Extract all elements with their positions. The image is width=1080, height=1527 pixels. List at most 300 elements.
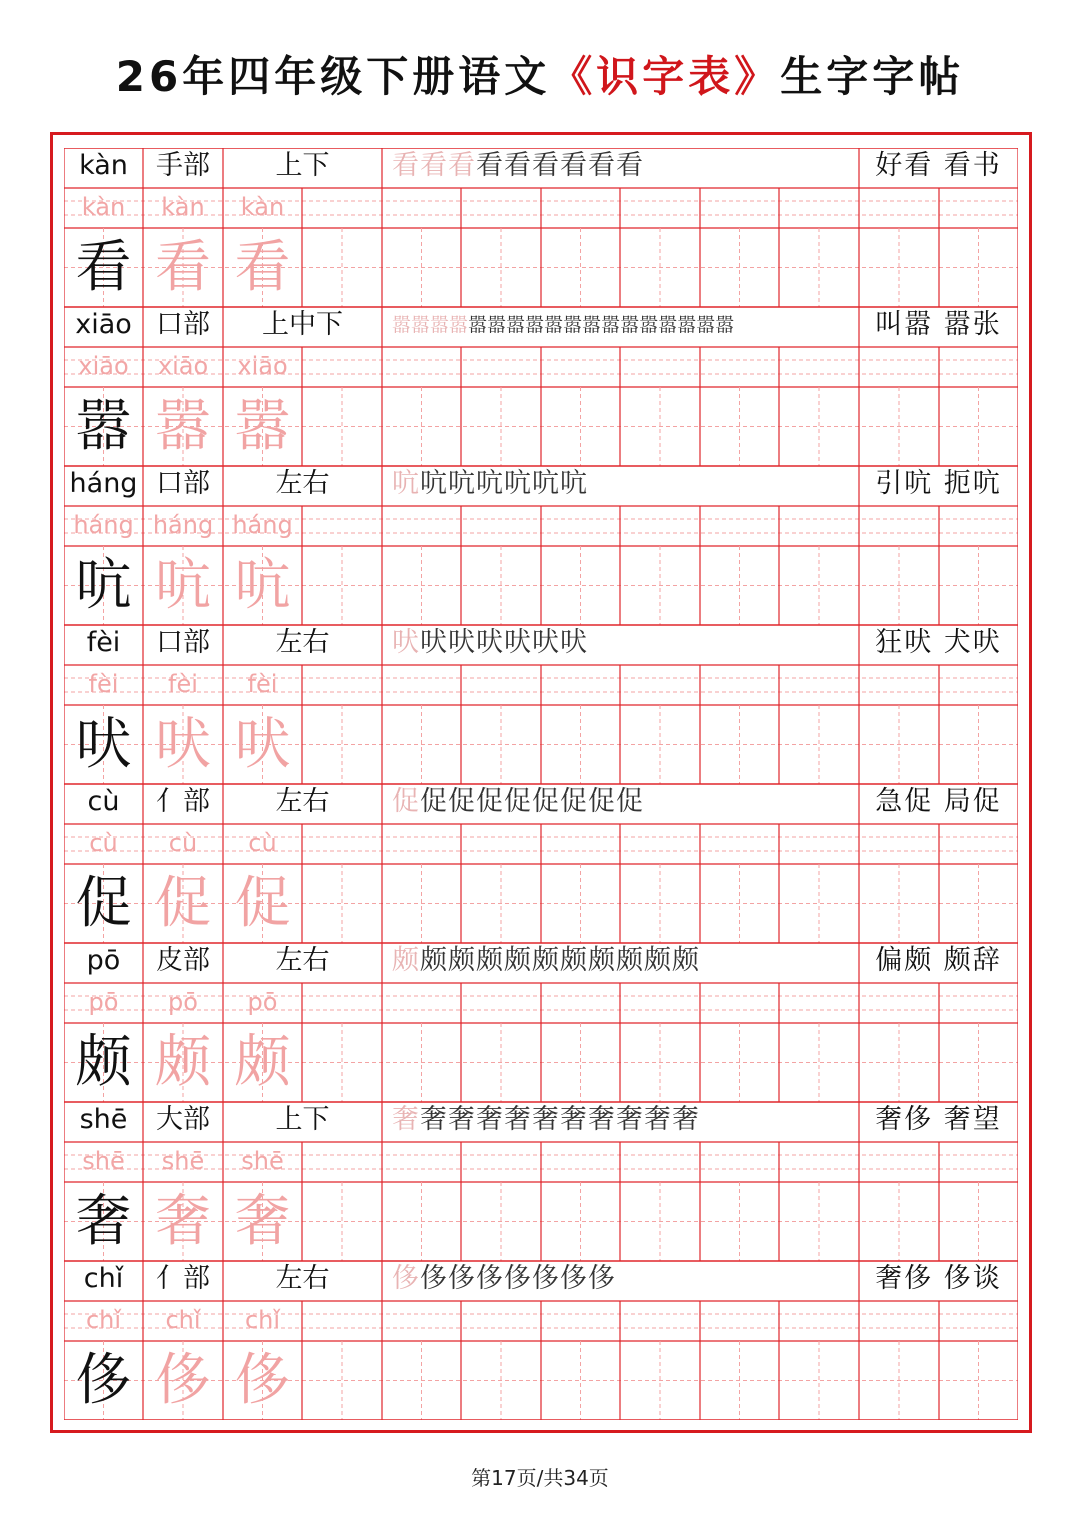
character-practice-row <box>64 546 1018 625</box>
pinyin-blank-cell <box>700 1142 779 1182</box>
stroke-step: 侈 <box>420 1263 448 1294</box>
pinyin-blank-cell <box>700 188 779 228</box>
trace-character: 嚣 <box>155 394 211 459</box>
stroke-order <box>382 625 859 665</box>
stroke-step: 嚣 <box>525 314 545 336</box>
character-blank-cell <box>541 705 620 784</box>
pinyin-trace: pō <box>88 988 119 1016</box>
character-blank-cell <box>541 387 620 466</box>
stroke-step: 奢 <box>532 1104 560 1135</box>
pinyin-trace: kàn <box>240 193 285 221</box>
character-practice-row <box>64 228 1018 307</box>
pinyin-blank-cell <box>461 1301 541 1341</box>
pinyin-blank-cell <box>859 824 939 864</box>
radical-label: 亻部 <box>156 786 210 817</box>
character-practice-row <box>64 1182 1018 1261</box>
character-blank-cell <box>939 705 1018 784</box>
pinyin-trace: kàn <box>161 193 205 221</box>
pinyin-blank-cell <box>541 506 620 546</box>
radical-label: 口部 <box>156 627 210 658</box>
info-row <box>64 943 1018 983</box>
stroke-step: 颇 <box>672 945 700 976</box>
stroke-step: 嚣 <box>658 314 678 336</box>
pinyin-blank-cell <box>302 824 382 864</box>
character-blank-cell <box>461 546 541 625</box>
structure-label: 左右 <box>275 945 330 976</box>
character-entry <box>64 1102 1018 1261</box>
character-blank-cell <box>620 705 700 784</box>
character-blank-cell <box>302 1341 382 1420</box>
character-blank-cell <box>939 864 1018 943</box>
pinyin-blank-cell <box>939 824 1018 864</box>
pinyin-trace: fèi <box>88 670 119 698</box>
character-blank-cell <box>302 1182 382 1261</box>
stroke-step: 奢 <box>392 1104 420 1135</box>
pinyin-blank-cell <box>461 188 541 228</box>
model-character: 促 <box>75 871 132 936</box>
stroke-step: 嚣 <box>677 314 697 336</box>
character-blank-cell <box>541 546 620 625</box>
stroke-step: 奢 <box>448 1104 476 1135</box>
model-character: 嚣 <box>75 394 132 459</box>
pinyin-blank-cell <box>939 665 1018 705</box>
structure-label: 上中下 <box>262 309 343 340</box>
character-blank-cell <box>859 1341 939 1420</box>
stroke-step: 颇 <box>476 945 504 976</box>
stroke-step: 看 <box>504 150 532 181</box>
pinyin-trace: pō <box>247 988 278 1016</box>
pinyin-blank-cell <box>541 983 620 1023</box>
stroke-order <box>382 1261 859 1301</box>
pinyin-blank-cell <box>700 824 779 864</box>
pinyin-blank-cell <box>541 1301 620 1341</box>
pinyin-blank-cell <box>382 1142 461 1182</box>
pinyin-blank-cell <box>700 983 779 1023</box>
character-blank-cell <box>541 1023 620 1102</box>
example-words: 狂吠 犬吠 <box>875 627 1002 658</box>
character-blank-cell <box>620 864 700 943</box>
pinyin-blank-cell <box>859 1142 939 1182</box>
info-row <box>64 625 1018 665</box>
pinyin-trace: háng <box>152 511 214 539</box>
character-blank-cell <box>779 864 859 943</box>
character-blank-cell <box>382 1341 461 1420</box>
character-blank-cell <box>700 705 779 784</box>
pinyin-blank-cell <box>461 665 541 705</box>
character-blank-cell <box>620 1341 700 1420</box>
pinyin-label: kàn <box>79 150 128 181</box>
stroke-step: 吭 <box>420 468 448 499</box>
stroke-step: 奢 <box>504 1104 532 1135</box>
character-entry <box>64 307 1018 466</box>
pinyin-blank-cell <box>302 665 382 705</box>
trace-character: 吠 <box>155 712 211 777</box>
pinyin-blank-cell <box>382 1301 461 1341</box>
pinyin-blank-cell <box>779 983 859 1023</box>
pinyin-label: xiāo <box>75 309 132 340</box>
trace-character: 促 <box>234 871 291 936</box>
stroke-step: 嚣 <box>449 314 469 336</box>
stroke-step: 吠 <box>476 627 504 658</box>
stroke-step: 嚣 <box>544 314 564 336</box>
stroke-step: 吭 <box>504 468 532 499</box>
stroke-step: 嚣 <box>392 314 412 336</box>
character-blank-cell <box>302 387 382 466</box>
character-blank-cell <box>700 864 779 943</box>
stroke-step: 侈 <box>392 1263 420 1294</box>
character-blank-cell <box>779 228 859 307</box>
character-blank-cell <box>541 1341 620 1420</box>
trace-character: 奢 <box>234 1189 291 1254</box>
model-character: 侈 <box>75 1348 132 1413</box>
trace-character: 吭 <box>234 553 291 618</box>
trace-character: 颇 <box>155 1030 211 1095</box>
character-blank-cell <box>302 1023 382 1102</box>
character-blank-cell <box>859 228 939 307</box>
character-blank-cell <box>461 1182 541 1261</box>
pinyin-trace: shē <box>241 1147 284 1175</box>
radical-label: 口部 <box>156 468 210 499</box>
model-character: 吭 <box>75 553 132 618</box>
character-blank-cell <box>541 228 620 307</box>
pinyin-practice-row <box>64 824 1018 864</box>
stroke-step: 吭 <box>448 468 476 499</box>
page-number: 第17页/共34页 <box>471 1466 609 1490</box>
character-blank-cell <box>461 705 541 784</box>
stroke-step: 吭 <box>532 468 560 499</box>
stroke-step: 促 <box>392 786 420 817</box>
stroke-step: 嚣 <box>506 314 526 336</box>
stroke-step: 奢 <box>476 1104 504 1135</box>
pinyin-blank-cell <box>382 824 461 864</box>
stroke-step: 侈 <box>504 1263 532 1294</box>
page-title <box>0 44 1080 104</box>
stroke-step: 促 <box>560 786 588 817</box>
character-blank-cell <box>382 864 461 943</box>
info-row <box>64 784 1018 824</box>
character-blank-cell <box>939 387 1018 466</box>
pinyin-practice-row <box>64 347 1018 387</box>
pinyin-label: pō <box>86 945 121 976</box>
trace-character: 吠 <box>234 712 291 777</box>
stroke-step: 吠 <box>532 627 560 658</box>
pinyin-label: cù <box>87 786 120 817</box>
pinyin-label: chǐ <box>83 1263 124 1294</box>
pinyin-blank-cell <box>541 1142 620 1182</box>
pinyin-blank-cell <box>302 1142 382 1182</box>
pinyin-trace: cù <box>89 829 118 857</box>
character-blank-cell <box>939 546 1018 625</box>
stroke-step: 吠 <box>448 627 476 658</box>
pinyin-blank-cell <box>461 347 541 387</box>
character-blank-cell <box>700 228 779 307</box>
stroke-step: 颇 <box>420 945 448 976</box>
trace-character: 侈 <box>155 1348 211 1413</box>
pinyin-blank-cell <box>939 1301 1018 1341</box>
character-practice-row <box>64 864 1018 943</box>
example-words: 引吭 扼吭 <box>875 468 1002 499</box>
pinyin-trace: chǐ <box>85 1306 122 1334</box>
trace-character: 奢 <box>155 1189 211 1254</box>
stroke-step: 看 <box>560 150 588 181</box>
info-row <box>64 466 1018 506</box>
stroke-step: 颇 <box>616 945 644 976</box>
character-blank-cell <box>939 1341 1018 1420</box>
stroke-step: 促 <box>476 786 504 817</box>
stroke-step: 看 <box>448 150 476 181</box>
character-blank-cell <box>302 705 382 784</box>
character-entry <box>64 625 1018 784</box>
trace-character: 吭 <box>155 553 211 618</box>
character-blank-cell <box>859 1023 939 1102</box>
example-words: 叫嚣 嚣张 <box>875 309 1002 340</box>
character-blank-cell <box>859 864 939 943</box>
model-character: 吠 <box>75 712 132 777</box>
stroke-order <box>382 784 859 824</box>
character-blank-cell <box>382 387 461 466</box>
character-blank-cell <box>302 864 382 943</box>
pinyin-blank-cell <box>461 824 541 864</box>
character-blank-cell <box>700 1023 779 1102</box>
example-words: 偏颇 颇辞 <box>875 945 1002 976</box>
character-blank-cell <box>461 1023 541 1102</box>
character-practice-row <box>64 387 1018 466</box>
stroke-step: 奢 <box>644 1104 672 1135</box>
example-words: 好看 看书 <box>875 150 1002 181</box>
stroke-order <box>382 1102 859 1142</box>
info-row <box>64 148 1018 188</box>
pinyin-blank-cell <box>779 506 859 546</box>
pinyin-blank-cell <box>541 824 620 864</box>
pinyin-blank-cell <box>779 347 859 387</box>
stroke-step: 嚣 <box>715 314 735 336</box>
pinyin-practice-row <box>64 506 1018 546</box>
stroke-step: 颇 <box>448 945 476 976</box>
pinyin-trace: shē <box>82 1147 125 1175</box>
stroke-step: 看 <box>476 150 504 181</box>
example-words: 奢侈 奢望 <box>875 1104 1002 1135</box>
character-blank-cell <box>859 1182 939 1261</box>
pinyin-trace: cù <box>168 829 198 857</box>
pinyin-trace: kàn <box>81 193 126 221</box>
character-blank-cell <box>620 387 700 466</box>
stroke-step: 奢 <box>560 1104 588 1135</box>
practice-grid <box>64 148 1018 1420</box>
pinyin-blank-cell <box>541 665 620 705</box>
title-highlight: 《识字表》 <box>550 52 781 101</box>
pinyin-blank-cell <box>939 983 1018 1023</box>
character-blank-cell <box>700 1182 779 1261</box>
character-blank-cell <box>620 1023 700 1102</box>
stroke-step: 促 <box>532 786 560 817</box>
stroke-step: 促 <box>420 786 448 817</box>
pinyin-blank-cell <box>620 1142 700 1182</box>
pinyin-blank-cell <box>859 983 939 1023</box>
stroke-step: 促 <box>588 786 616 817</box>
character-blank-cell <box>382 705 461 784</box>
model-character: 看 <box>75 235 132 300</box>
pinyin-trace: háng <box>73 511 134 539</box>
character-blank-cell <box>461 387 541 466</box>
character-blank-cell <box>620 546 700 625</box>
trace-character: 侈 <box>234 1348 291 1413</box>
character-practice-row <box>64 705 1018 784</box>
pinyin-trace: xiāo <box>237 352 288 380</box>
stroke-step: 颇 <box>588 945 616 976</box>
pinyin-blank-cell <box>620 188 700 228</box>
stroke-step: 吠 <box>504 627 532 658</box>
character-practice-row <box>64 1023 1018 1102</box>
pinyin-blank-cell <box>541 188 620 228</box>
trace-character: 嚣 <box>234 394 291 459</box>
pinyin-blank-cell <box>859 665 939 705</box>
pinyin-blank-cell <box>779 665 859 705</box>
stroke-step: 颇 <box>532 945 560 976</box>
stroke-order <box>382 466 859 506</box>
stroke-step: 看 <box>616 150 644 181</box>
character-blank-cell <box>779 1341 859 1420</box>
character-blank-cell <box>302 228 382 307</box>
info-row <box>64 1102 1018 1142</box>
character-blank-cell <box>779 387 859 466</box>
trace-character: 看 <box>234 235 291 300</box>
character-entry <box>64 784 1018 943</box>
stroke-step: 看 <box>420 150 448 181</box>
pinyin-blank-cell <box>939 506 1018 546</box>
pinyin-trace: shē <box>161 1147 205 1175</box>
title-prefix: 26年四年级下册语文 <box>115 52 551 101</box>
pinyin-blank-cell <box>302 1301 382 1341</box>
title-suffix: 生字字帖 <box>780 52 965 101</box>
stroke-step: 嚣 <box>620 314 640 336</box>
stroke-step: 嚣 <box>411 314 431 336</box>
stroke-step: 颇 <box>644 945 672 976</box>
stroke-step: 侈 <box>448 1263 476 1294</box>
pinyin-trace: fèi <box>247 670 278 698</box>
pinyin-blank-cell <box>779 188 859 228</box>
stroke-step: 嚣 <box>601 314 621 336</box>
pinyin-blank-cell <box>382 188 461 228</box>
pinyin-blank-cell <box>700 506 779 546</box>
character-blank-cell <box>939 1023 1018 1102</box>
pinyin-trace: cù <box>248 829 277 857</box>
stroke-step: 嚣 <box>430 314 450 336</box>
stroke-order <box>382 307 859 347</box>
character-practice-row <box>64 1341 1018 1420</box>
character-blank-cell <box>779 1023 859 1102</box>
pinyin-blank-cell <box>779 1142 859 1182</box>
pinyin-practice-row <box>64 188 1018 228</box>
stroke-step: 侈 <box>476 1263 504 1294</box>
pinyin-blank-cell <box>939 1142 1018 1182</box>
character-blank-cell <box>859 705 939 784</box>
character-blank-cell <box>859 387 939 466</box>
stroke-step: 嚣 <box>639 314 659 336</box>
pinyin-blank-cell <box>700 347 779 387</box>
stroke-step: 嚣 <box>563 314 583 336</box>
stroke-step: 奢 <box>420 1104 448 1135</box>
character-entry <box>64 1261 1018 1420</box>
character-blank-cell <box>620 228 700 307</box>
stroke-step: 侈 <box>532 1263 560 1294</box>
character-blank-cell <box>939 228 1018 307</box>
pinyin-blank-cell <box>620 665 700 705</box>
structure-label: 左右 <box>275 468 330 499</box>
character-blank-cell <box>859 546 939 625</box>
stroke-step: 看 <box>532 150 560 181</box>
radical-label: 亻部 <box>156 1263 210 1294</box>
pinyin-blank-cell <box>541 347 620 387</box>
character-blank-cell <box>700 387 779 466</box>
stroke-step: 颇 <box>392 945 420 976</box>
stroke-step: 嚣 <box>582 314 602 336</box>
stroke-step: 吭 <box>560 468 588 499</box>
pinyin-blank-cell <box>302 188 382 228</box>
pinyin-practice-row <box>64 1142 1018 1182</box>
character-blank-cell <box>382 228 461 307</box>
pinyin-blank-cell <box>461 506 541 546</box>
character-blank-cell <box>700 546 779 625</box>
pinyin-trace: xiāo <box>78 352 129 380</box>
pinyin-blank-cell <box>620 1301 700 1341</box>
character-entry <box>64 466 1018 625</box>
character-blank-cell <box>620 1182 700 1261</box>
pinyin-blank-cell <box>382 983 461 1023</box>
pinyin-label: shē <box>79 1104 128 1135</box>
stroke-step: 吠 <box>560 627 588 658</box>
info-row <box>64 307 1018 347</box>
stroke-step: 嚣 <box>696 314 716 336</box>
stroke-step: 颇 <box>504 945 532 976</box>
pinyin-blank-cell <box>859 347 939 387</box>
character-blank-cell <box>541 864 620 943</box>
stroke-step: 吭 <box>392 468 420 499</box>
pinyin-blank-cell <box>382 347 461 387</box>
pinyin-practice-row <box>64 665 1018 705</box>
character-blank-cell <box>779 546 859 625</box>
structure-label: 左右 <box>275 627 330 658</box>
pinyin-blank-cell <box>859 188 939 228</box>
pinyin-blank-cell <box>620 347 700 387</box>
character-blank-cell <box>382 546 461 625</box>
character-blank-cell <box>779 705 859 784</box>
pinyin-blank-cell <box>382 506 461 546</box>
stroke-step: 侈 <box>588 1263 616 1294</box>
pinyin-trace: chǐ <box>165 1306 201 1334</box>
stroke-step: 吭 <box>476 468 504 499</box>
info-row <box>64 1261 1018 1301</box>
character-entry <box>64 943 1018 1102</box>
radical-label: 手部 <box>156 150 210 181</box>
structure-label: 左右 <box>275 786 330 817</box>
pinyin-practice-row <box>64 1301 1018 1341</box>
trace-character: 促 <box>155 871 211 936</box>
pinyin-blank-cell <box>779 1301 859 1341</box>
stroke-step: 颇 <box>560 945 588 976</box>
pinyin-practice-row <box>64 983 1018 1023</box>
pinyin-blank-cell <box>859 506 939 546</box>
stroke-order <box>382 943 859 983</box>
stroke-step: 嚣 <box>468 314 488 336</box>
pinyin-blank-cell <box>779 824 859 864</box>
example-words: 急促 局促 <box>875 786 1002 817</box>
character-blank-cell <box>939 1182 1018 1261</box>
example-words: 奢侈 侈谈 <box>875 1263 1002 1294</box>
pinyin-trace: chǐ <box>244 1306 281 1334</box>
pinyin-blank-cell <box>382 665 461 705</box>
pinyin-blank-cell <box>461 983 541 1023</box>
character-blank-cell <box>461 1341 541 1420</box>
